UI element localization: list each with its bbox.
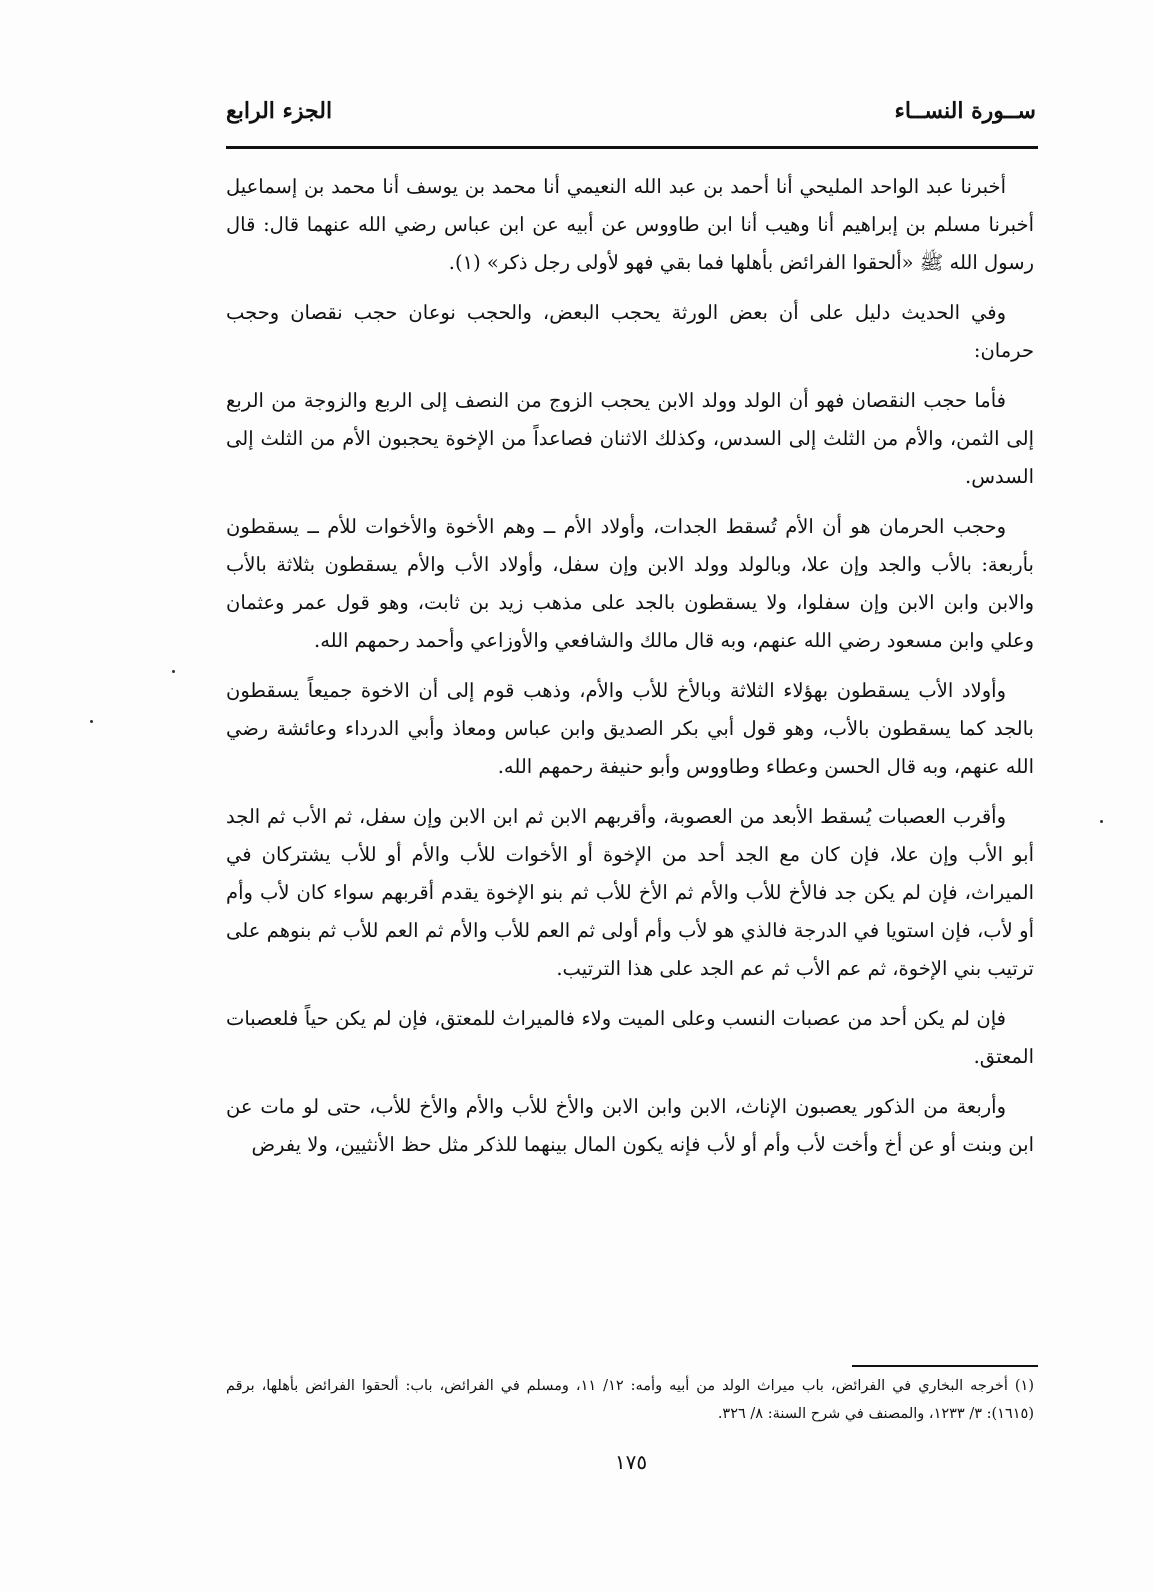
- scan-speck: [90, 720, 93, 723]
- paragraph: وحجب الحرمان هو أن الأم تُسقط الجدات، وأولاد الأم ــ وهم الأخوة والأخوات للأم ــ يسقطون بأربعة: بالأب والجد وإن علا، وبالولد وولد الابن وإن سفل، وأولاد الأب والأم يسقطون بثلاثة بالأب والابن وابن الابن وإن سفلوا، ولا يسقطون بالجد على مذهب زيد بن ثابت، وهو قول عمر وعثمان وعلي وابن مسعود رضي الله عنهم، وبه قال مالك والشافعي والأوزاعي وأحمد رحمهم الله.: [226, 515, 1034, 652]
- paragraph: وفي الحديث دليل على أن بعض الورثة يحجب البعض، والحجب نوعان حجب نقصان وحجب حرمان:: [226, 301, 1034, 362]
- paragraph: وأقرب العصبات يُسقط الأبعد من العصوبة، وأقربهم الابن ثم ابن الابن وإن سفل، ثم الأب ثم الجد أبو الأب وإن علا، فإن كان مع الجد أحد من الإخوة أو الأخوات للأب والأم أو للأب يشتركان في الميراث، فإن لم يكن جد فالأخ للأب والأم ثم الأخ للأب ثم بنو الإخوة يقدم أقربهم سواء كان لأب وأم أو لأب، فإن استويا في الدرجة فالذي هو لأب وأم أولى ثم العم للأب والأم ثم العم للأب ثم بنوهم على ترتيب بني الإخوة، ثم عم الأب ثم عم الجد على هذا الترتيب.: [226, 805, 1034, 980]
- paragraph: أخبرنا عبد الواحد المليحي أنا أحمد بن عبد الله النعيمي أنا محمد بن يوسف أنا محمد بن إسماعيل أخبرنا مسلم بن إبراهيم أنا وهيب أنا ابن طاووس عن أبيه عن ابن عباس رضي الله عنهما قال: قال رسول الله ﷺ «ألحقوا الفرائض بأهلها فما بقي فهو لأولى رجل ذكر» (١).: [226, 175, 1034, 274]
- scan-speck: [1100, 820, 1103, 823]
- paragraph: فأما حجب النقصان فهو أن الولد وولد الابن يحجب الزوج من النصف إلى الربع والزوجة من الربع إلى الثمن، والأم من الثلث إلى السدس، وكذلك الاثنان فصاعداً من الإخوة يحجبون الأم من الثلث إلى السدس.: [226, 389, 1034, 488]
- footnote-divider: [852, 1365, 1038, 1367]
- part-title: الجزء الرابع: [226, 98, 333, 124]
- page-number: ١٧٥: [614, 1450, 648, 1474]
- paragraph: وأربعة من الذكور يعصبون الإناث، الابن وابن الابن والأخ للأب والأم والأخ للأب، حتى لو مات عن ابن وبنت أو عن أخ وأخت لأب وأم أو لأب فإنه يكون المال بينهما للذكر مثل حظ الأنثيين، ولا يفرض: [226, 1095, 1034, 1156]
- paragraph: فإن لم يكن أحد من عصبات النسب وعلى الميت ولاء فالميراث للمعتق، فإن لم يكن حياً فلعصبات المعتق.: [226, 1007, 1034, 1068]
- scan-speck: [172, 670, 175, 673]
- surah-title: ســورة النســاء: [894, 98, 1036, 124]
- main-text: [226, 168, 1034, 1176]
- footnote: (١) أخرجه البخاري في الفرائض، باب ميراث الولد من أبيه وأمه: ١٢/ ١١، ومسلم في الفرائض، باب: ألحقوا الفرائض بأهلها، برقم (١٦١٥): ٣/ ١٢٣٣، والمصنف في شرح السنة: ٨/ ٣٢٦.: [226, 1378, 1034, 1422]
- paragraph: وأولاد الأب يسقطون بهؤلاء الثلاثة وبالأخ للأب والأم، وذهب قوم إلى أن الاخوة جميعاً يسقطون بالجد كما يسقطون بالأب، وهو قول أبي بكر الصديق وابن عباس ومعاذ وأبي الدرداء وعائشة رضي الله عنهم، وبه قال الحسن وعطاء وطاووس وأبو حنيفة رحمهم الله.: [226, 679, 1034, 778]
- running-header: [226, 92, 1036, 136]
- header-divider: [226, 146, 1038, 149]
